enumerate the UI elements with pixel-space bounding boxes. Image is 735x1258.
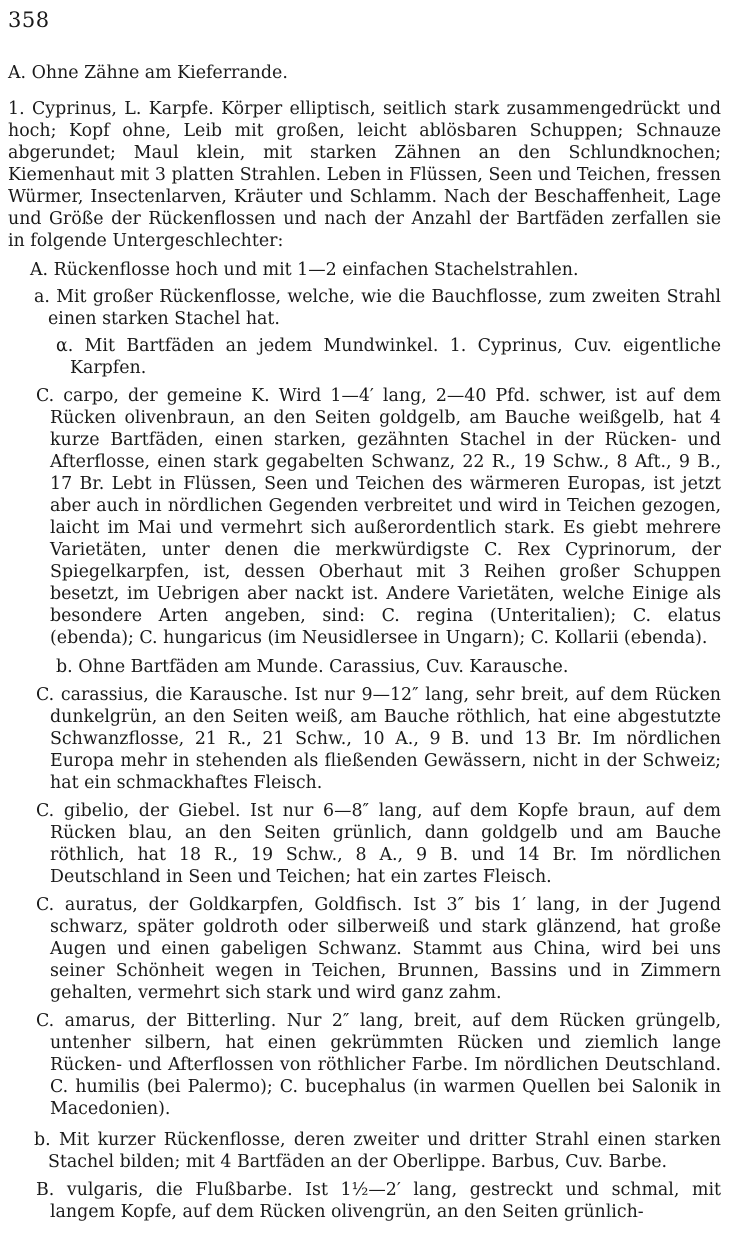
species-carpo-entry: C. carpo, der gemeine K. Wird 1—4′ lang, 2—40 Pfd. schwer, ist auf dem Rücken olivenbraun, an den Seiten goldgelb, am Bauche weißgelb, hat 4 kurze Bartfäden, einen starken, gezähnten Stachel in der Rücken- und Afterflosse, einen stark gegabelten Schwanz, 22 R., 19 Schw., 8 Aft., 9 B., 17 Br. Lebt in Flüssen, Seen und Teichen des wärmeren Europas, ist jetzt aber auch in nördlichen Gegenden verbreitet und wird in Teichen gezogen, laicht im Mai und vermehrt sich außerordentlich stark. Es giebt mehrere Varietäten, unter denen die merkwürdigste C. Rex Cyprinorum, der Spiegelkarpfen, ist, dessen Oberhaut mit 3 Reihen großer Schuppen besetzt, im Uebrigen aber nackt ist. Andere Varietäten, welche Einige als besondere Arten angeben, sind: C. regina (Unteritalien); C. elatus (ebenda); C. hungaricus (im Neusidlersee in Ungarn); C. Kollarii (ebenda). bbox=[36, 386, 721, 648]
page-number: 358 bbox=[8, 8, 50, 32]
subsection-a-heading: A. Rückenflosse hoch und mit 1—2 einfachen Stachelstrahlen. bbox=[30, 260, 579, 280]
genus-cyprinus-paragraph: 1. Cyprinus, L. Karpfe. Körper elliptisch, seitlich stark zusammengedrückt und hoch; Kopf ohne, Leib mit großen, leicht ablösbaren Schuppen; Schnauze abgerundet; Maul klein, mit starken Zähnen an den Schlundknochen; Kiemenhaut mit 3 platten Strahlen. Leben in Flüssen, Seen und Teichen, fressen Würmer, Insectenlarven, Kräuter und Schlamm. Nach der Beschaffenheit, Lage und Größe der Rückenflossen und nach der Anzahl der Bartfäden zerfallen sie in folgende Untergeschlechter: bbox=[8, 99, 721, 251]
section-heading-a: A. Ohne Zähne am Kieferrande. bbox=[8, 63, 288, 83]
subgroup-alpha-heading: α. Mit Bartfäden an jedem Mundwinkel. 1. Cyprinus, Cuv. eigentliche Karpfen. bbox=[56, 336, 721, 378]
species-gibelio-entry: C. gibelio, der Giebel. Ist nur 6—8″ lang, auf dem Kopfe braun, auf dem Rücken blau, an den Seiten grünlich, dann goldgelb und am Bauche röthlich, hat 18 R., 19 Schw., 8 A., 9 B. und 14 Br. Im nördlichen Deutschland in Seen und Teichen; hat ein zartes Fleisch. bbox=[36, 801, 721, 887]
subgroup-b-barbus-heading: b. Mit kurzer Rückenflosse, deren zweiter und dritter Strahl einen starken Stachel bilden; mit 4 Bartfäden an der Oberlippe. Barbus, Cuv. Barbe. bbox=[34, 1130, 721, 1172]
species-vulgaris-entry: B. vulgaris, die Flußbarbe. Ist 1½—2′ lang, gestreckt und schmal, mit langem Kopfe, auf dem Rücken olivengrün, an den Seiten grünlich- bbox=[36, 1180, 721, 1222]
subgroup-a-heading: a. Mit großer Rückenflosse, welche, wie die Bauchflosse, zum zweiten Strahl einen starken Stachel hat. bbox=[34, 287, 721, 329]
subgroup-b-carassius-heading: b. Ohne Bartfäden am Munde. Carassius, Cuv. Karausche. bbox=[56, 657, 569, 677]
species-amarus-entry: C. amarus, der Bitterling. Nur 2″ lang, breit, auf dem Rücken grüngelb, untenher silbern, hat einen gekrümmten Rücken und ziemlich lange Rücken- und Afterflossen von röthlicher Farbe. Im nördlichen Deutschland. C. humilis (bei Palermo); C. bucephalus (in warmen Quellen bei Salonik in Macedonien). bbox=[36, 1011, 721, 1119]
species-carassius-entry: C. carassius, die Karausche. Ist nur 9—12″ lang, sehr breit, auf dem Rücken dunkelgrün, an den Seiten weiß, am Bauche röthlich, hat eine abgestutzte Schwanzflosse, 21 R., 21 Schw., 10 A., 9 B. und 13 Br. Im nördlichen Europa mehr in stehenden als fließenden Gewässern, nicht in der Schweiz; hat ein schmackhaftes Fleisch. bbox=[36, 685, 721, 793]
species-auratus-entry: C. auratus, der Goldkarpfen, Goldfisch. Ist 3″ bis 1′ lang, in der Jugend schwarz, später goldroth oder silberweiß und stark glänzend, hat große Augen und einen gabeligen Schwanz. Stammt aus China, wird bei uns seiner Schönheit wegen in Teichen, Brunnen, Bassins und in Zimmern gehalten, vermehrt sich stark und wird ganz zahm. bbox=[36, 895, 721, 1003]
